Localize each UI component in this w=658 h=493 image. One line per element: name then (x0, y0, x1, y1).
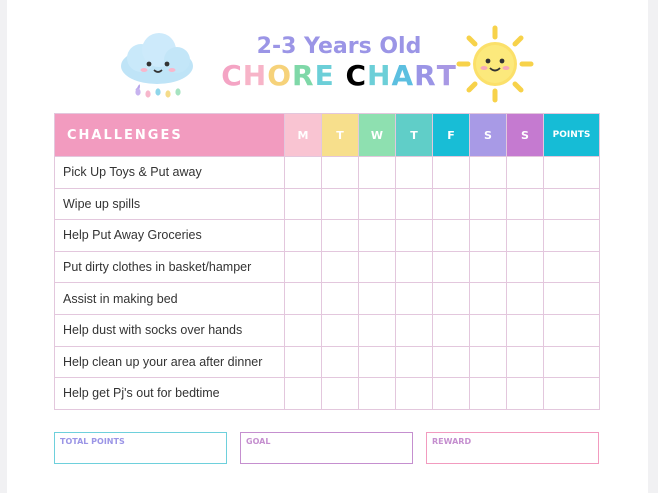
task-label: Put dirty clothes in basket/hamper (55, 251, 285, 283)
task-label: Help get Pj's out for bedtime (55, 378, 285, 410)
table-row (55, 157, 600, 189)
day-check-cell[interactable] (470, 157, 507, 189)
day-check-cell[interactable] (507, 157, 544, 189)
day-check-cell[interactable] (507, 378, 544, 410)
table-row (55, 251, 600, 283)
title-letter: T (436, 59, 457, 92)
day-check-cell[interactable] (322, 157, 359, 189)
points-cell[interactable] (544, 220, 600, 252)
points-cell[interactable] (544, 157, 600, 189)
title-letter: C (221, 59, 243, 92)
reward-box[interactable] (426, 432, 599, 464)
day-check-cell[interactable] (285, 378, 322, 410)
day-check-cell[interactable] (396, 283, 433, 315)
day-check-cell[interactable] (285, 188, 322, 220)
title-letter: R (414, 59, 437, 92)
day-header: T (396, 114, 433, 157)
total-points-box[interactable] (54, 432, 227, 464)
day-check-cell[interactable] (507, 251, 544, 283)
day-check-cell[interactable] (507, 188, 544, 220)
chore-chart-page (7, 0, 648, 493)
title-letter: R (292, 59, 315, 92)
table-row (55, 220, 600, 252)
points-cell[interactable] (544, 251, 600, 283)
day-check-cell[interactable] (396, 188, 433, 220)
title-letter (335, 60, 346, 92)
day-check-cell[interactable] (322, 251, 359, 283)
challenges-header: CHALLENGES (55, 114, 285, 157)
day-check-cell[interactable] (359, 188, 396, 220)
sun-icon (455, 24, 535, 104)
task-label: Pick Up Toys & Put away (55, 157, 285, 189)
table-row (55, 314, 600, 346)
day-check-cell[interactable] (359, 157, 396, 189)
day-check-cell[interactable] (433, 314, 470, 346)
title-letter: C (345, 59, 368, 92)
title-age-range: 2-3 Years Old (256, 34, 422, 59)
day-check-cell[interactable] (322, 283, 359, 315)
day-check-cell[interactable] (359, 346, 396, 378)
day-check-cell[interactable] (396, 157, 433, 189)
table-row (55, 188, 600, 220)
cloud-icon (115, 30, 199, 102)
reward-label: REWARD (432, 437, 472, 446)
title-letter: H (242, 59, 268, 92)
table-header-row (55, 114, 600, 157)
day-check-cell[interactable] (322, 314, 359, 346)
day-check-cell[interactable] (359, 220, 396, 252)
day-check-cell[interactable] (322, 220, 359, 252)
day-header: T (322, 114, 359, 157)
points-cell[interactable] (544, 378, 600, 410)
day-check-cell[interactable] (322, 346, 359, 378)
day-check-cell[interactable] (285, 346, 322, 378)
day-check-cell[interactable] (285, 157, 322, 189)
day-check-cell[interactable] (470, 283, 507, 315)
task-label: Wipe up spills (55, 188, 285, 220)
day-check-cell[interactable] (322, 378, 359, 410)
day-check-cell[interactable] (433, 188, 470, 220)
points-cell[interactable] (544, 314, 600, 346)
title-chore-chart (219, 60, 459, 92)
day-check-cell[interactable] (507, 346, 544, 378)
day-check-cell[interactable] (433, 378, 470, 410)
title-letter: H (367, 59, 392, 92)
day-check-cell[interactable] (359, 314, 396, 346)
day-check-cell[interactable] (359, 378, 396, 410)
day-header: S (470, 114, 507, 157)
table-row (55, 346, 600, 378)
day-check-cell[interactable] (396, 314, 433, 346)
day-check-cell[interactable] (470, 220, 507, 252)
day-check-cell[interactable] (433, 157, 470, 189)
day-check-cell[interactable] (507, 283, 544, 315)
day-check-cell[interactable] (507, 220, 544, 252)
day-header: W (359, 114, 396, 157)
day-check-cell[interactable] (396, 346, 433, 378)
points-cell[interactable] (544, 283, 600, 315)
day-check-cell[interactable] (433, 251, 470, 283)
task-label: Help dust with socks over hands (55, 314, 285, 346)
table-row (55, 378, 600, 410)
day-check-cell[interactable] (396, 220, 433, 252)
day-check-cell[interactable] (433, 283, 470, 315)
day-check-cell[interactable] (470, 314, 507, 346)
task-list (55, 157, 600, 410)
chore-table (54, 113, 600, 410)
goal-box[interactable] (240, 432, 413, 464)
chart-title (219, 34, 459, 92)
title-letter: E (314, 59, 335, 92)
points-cell[interactable] (544, 346, 600, 378)
task-label: Assist in making bed (55, 283, 285, 315)
task-label: Help clean up your area after dinner (55, 346, 285, 378)
goal-label: GOAL (246, 437, 271, 446)
day-check-cell[interactable] (322, 188, 359, 220)
day-check-cell[interactable] (470, 251, 507, 283)
day-check-cell[interactable] (285, 283, 322, 315)
day-header: F (433, 114, 470, 157)
title-letter: A (391, 59, 415, 92)
task-label: Help Put Away Groceries (55, 220, 285, 252)
total-points-label: TOTAL POINTS (60, 437, 125, 446)
day-check-cell[interactable] (285, 251, 322, 283)
day-header: S (507, 114, 544, 157)
points-header: POINTS (544, 114, 600, 157)
day-header: M (285, 114, 322, 157)
points-cell[interactable] (544, 188, 600, 220)
day-check-cell[interactable] (396, 378, 433, 410)
day-check-cell[interactable] (507, 314, 544, 346)
day-check-cell[interactable] (285, 220, 322, 252)
day-check-cell[interactable] (470, 346, 507, 378)
day-check-cell[interactable] (359, 283, 396, 315)
day-check-cell[interactable] (470, 188, 507, 220)
day-check-cell[interactable] (396, 251, 433, 283)
day-check-cell[interactable] (470, 378, 507, 410)
day-check-cell[interactable] (433, 220, 470, 252)
day-check-cell[interactable] (433, 346, 470, 378)
day-check-cell[interactable] (285, 314, 322, 346)
table-row (55, 283, 600, 315)
title-letter: O (267, 59, 292, 92)
day-check-cell[interactable] (359, 251, 396, 283)
